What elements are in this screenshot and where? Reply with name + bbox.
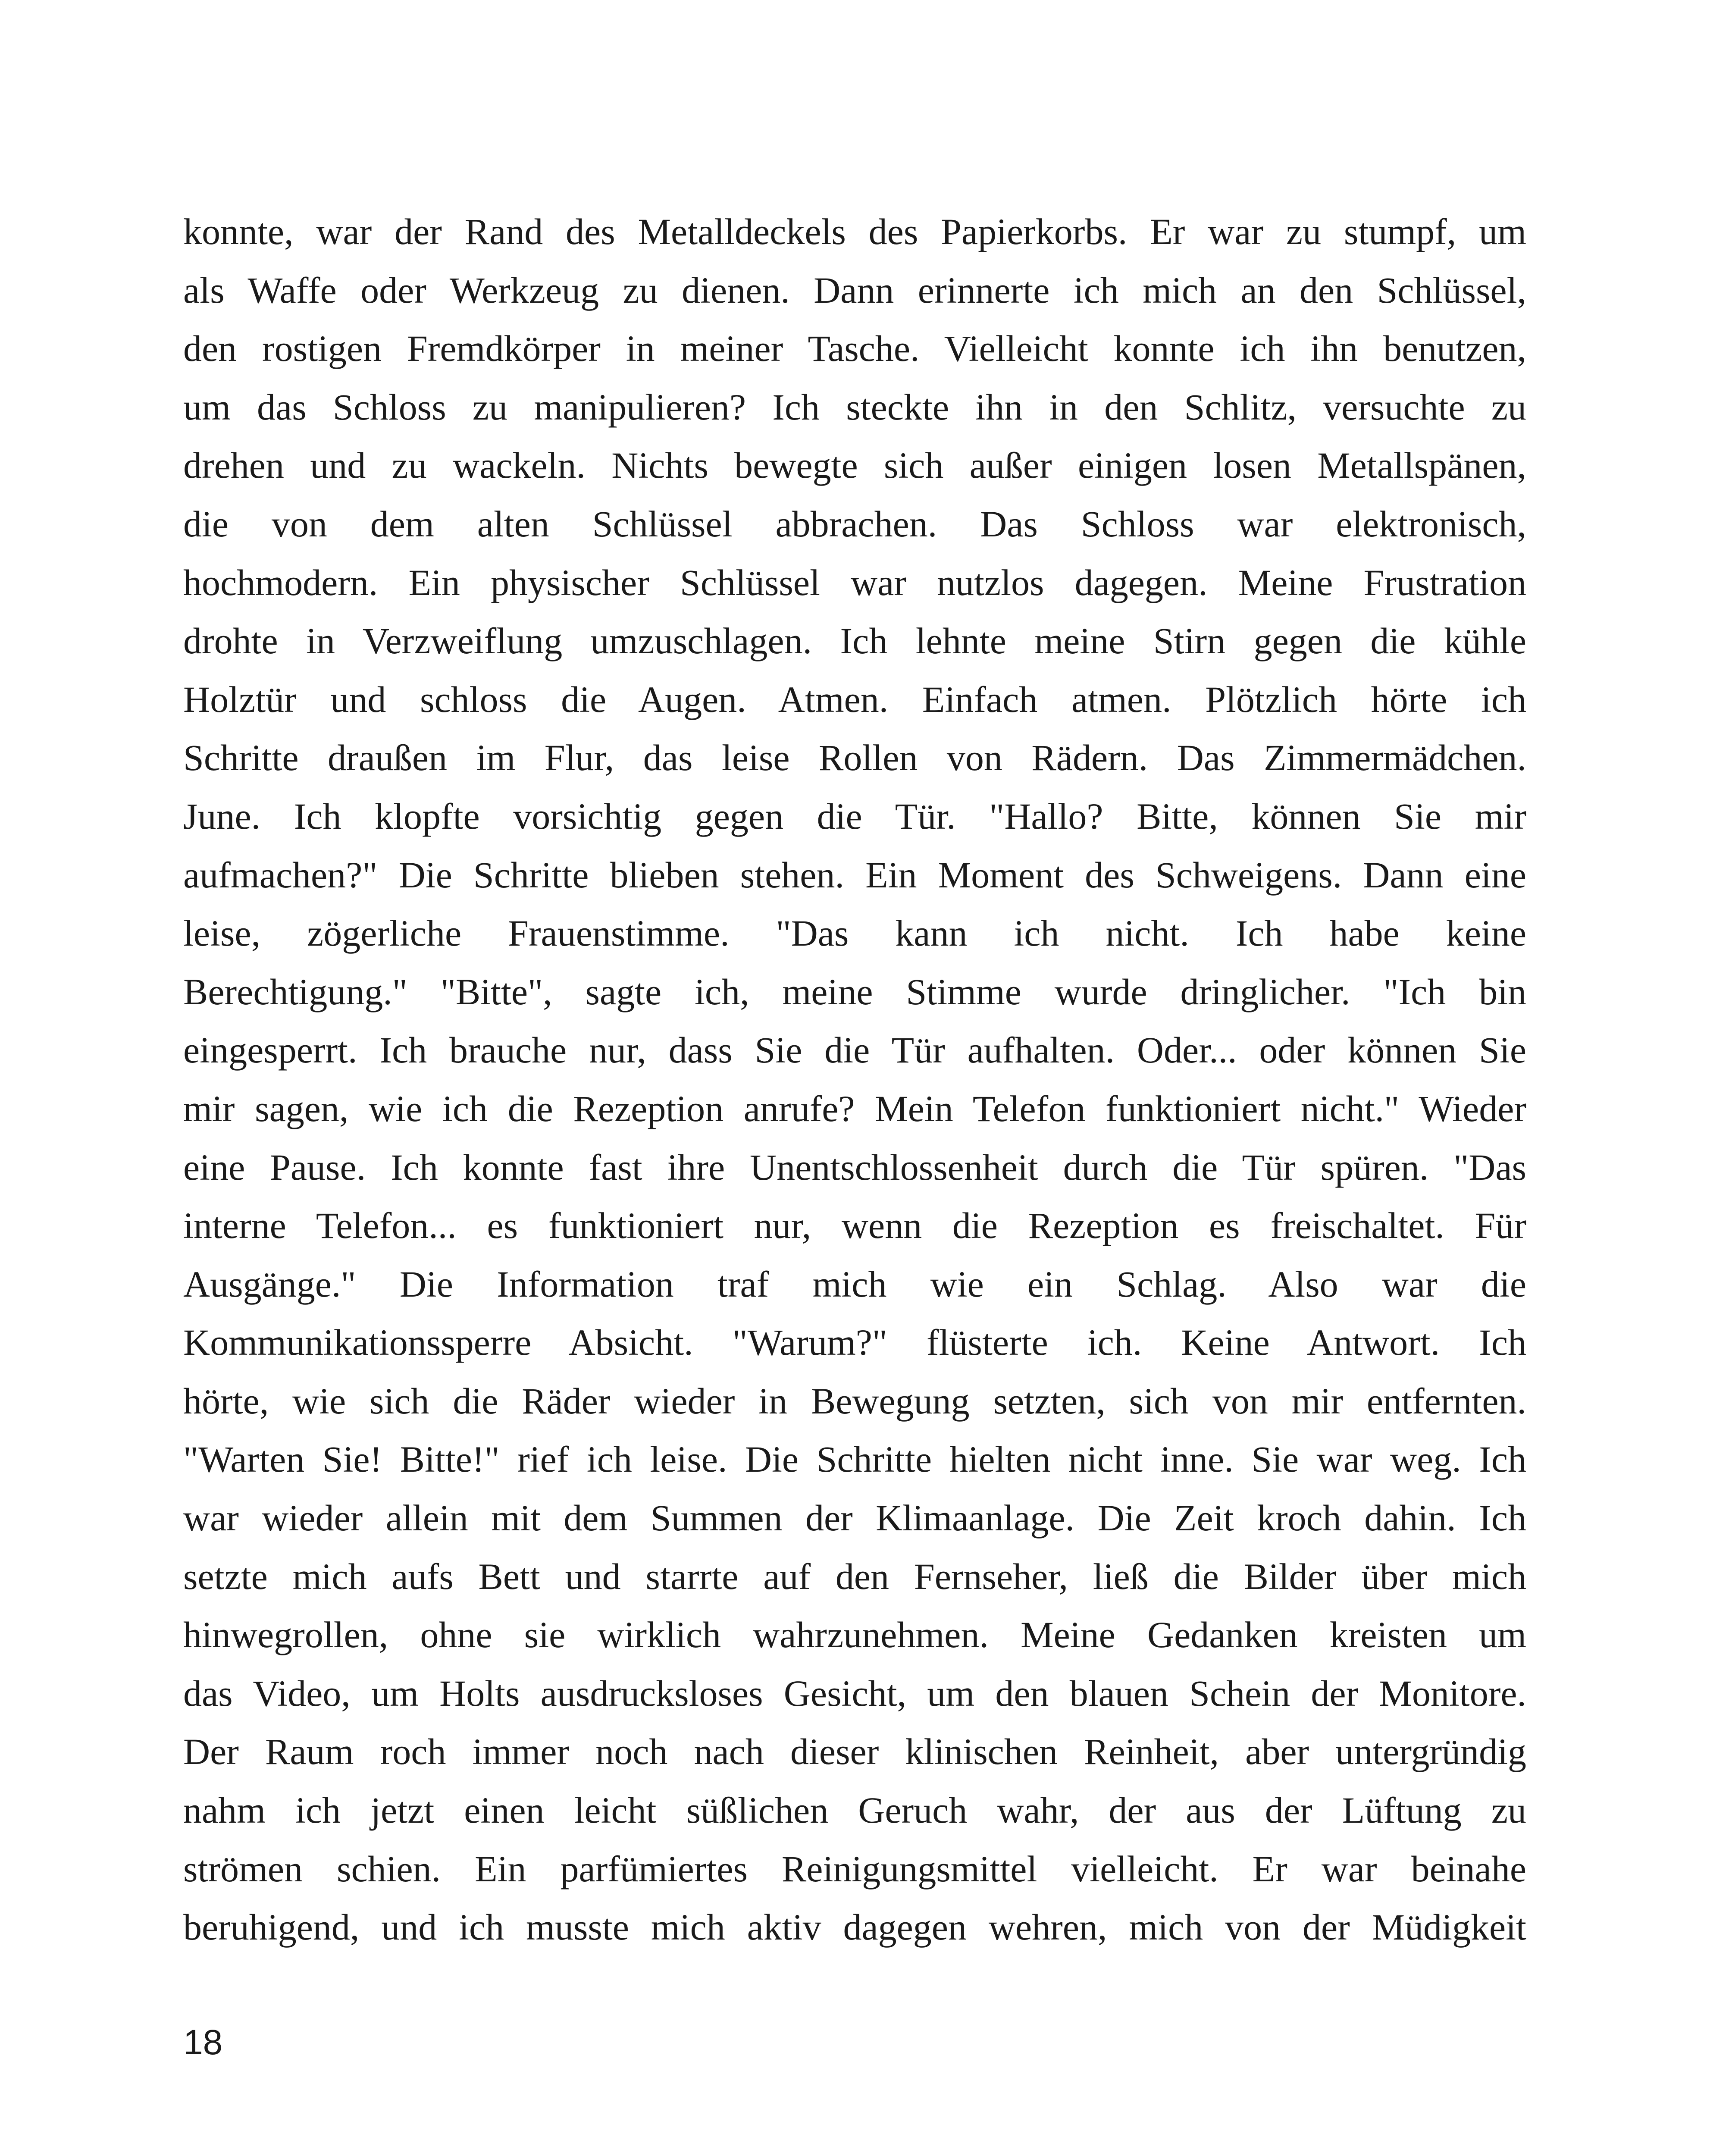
text-line: die von dem alten Schlüssel abbrachen. Das Schloss war elektronisch,	[183, 503, 1526, 545]
text-line: war wieder allein mit dem Summen der Klimaanlage. Die Zeit kroch dahin. Ich	[183, 1497, 1526, 1539]
text-line: strömen schien. Ein parfümiertes Reinigungsmittel vielleicht. Er war beinahe	[183, 1848, 1526, 1890]
text-line: Holztür und schloss die Augen. Atmen. Einfach atmen. Plötzlich hörte ich	[183, 678, 1526, 720]
text-line: als Waffe oder Werkzeug zu dienen. Dann erinnerte ich mich an den Schlüssel,	[183, 269, 1526, 311]
text-line: hinwegrollen, ohne sie wirklich wahrzunehmen. Meine Gedanken kreisten um	[183, 1614, 1526, 1656]
text-line: "Warten Sie! Bitte!" rief ich leise. Die Schritte hielten nicht inne. Sie war weg. Ich	[183, 1438, 1526, 1480]
text-line: setzte mich aufs Bett und starrte auf den Fernseher, ließ die Bilder über mich	[183, 1555, 1526, 1597]
text-line: June. Ich klopfte vorsichtig gegen die Tür. "Hallo? Bitte, können Sie mir	[183, 795, 1526, 837]
text-line: mir sagen, wie ich die Rezeption anrufe? Mein Telefon funktioniert nicht." Wieder	[183, 1087, 1526, 1129]
text-line: drehen und zu wackeln. Nichts bewegte sich außer einigen losen Metallspänen,	[183, 445, 1526, 486]
text-line: Berechtigung." "Bitte", sagte ich, meine Stimme wurde dringlicher. "Ich bin	[183, 971, 1526, 1012]
text-line: Ausgänge." Die Information traf mich wie ein Schlag. Also war die	[183, 1263, 1526, 1305]
text-line: hörte, wie sich die Räder wieder in Bewegung setzten, sich von mir entfernten.	[183, 1380, 1526, 1422]
text-line: eine Pause. Ich konnte fast ihre Unentschlossenheit durch die Tür spüren. "Das	[183, 1146, 1526, 1188]
text-line: konnte, war der Rand des Metalldeckels des Papierkorbs. Er war zu stumpf, um	[183, 211, 1526, 252]
text-line: interne Telefon... es funktioniert nur, wenn die Rezeption es freischaltet. Für	[183, 1205, 1526, 1247]
text-line: nahm ich jetzt einen leicht süßlichen Geruch wahr, der aus der Lüftung zu	[183, 1789, 1526, 1831]
text-line: Der Raum roch immer noch nach dieser klinischen Reinheit, aber untergründig	[183, 1731, 1526, 1773]
text-line: Schritte draußen im Flur, das leise Rollen von Rädern. Das Zimmermädchen.	[183, 737, 1526, 779]
text-line: leise, zögerliche Frauenstimme. "Das kann ich nicht. Ich habe keine	[183, 912, 1526, 954]
body-text	[183, 203, 1526, 1957]
text-line: beruhigend, und ich musste mich aktiv dagegen wehren, mich von der Müdigkeit	[183, 1906, 1526, 1948]
text-line: aufmachen?" Die Schritte blieben stehen. Ein Moment des Schweigens. Dann eine	[183, 854, 1526, 896]
text-line: das Video, um Holts ausdrucksloses Gesicht, um den blauen Schein der Monitore.	[183, 1672, 1526, 1714]
page-number: 18	[183, 2023, 223, 2062]
text-line: den rostigen Fremdkörper in meiner Tasche. Vielleicht konnte ich ihn benutzen,	[183, 328, 1526, 370]
text-line: eingesperrt. Ich brauche nur, dass Sie die Tür aufhalten. Oder... oder können Sie	[183, 1029, 1526, 1071]
text-line: Kommunikationssperre Absicht. "Warum?" flüsterte ich. Keine Antwort. Ich	[183, 1322, 1526, 1363]
text-line: hochmodern. Ein physischer Schlüssel war nutzlos dagegen. Meine Frustration	[183, 561, 1526, 603]
text-line: um das Schloss zu manipulieren? Ich steckte ihn in den Schlitz, versuchte zu	[183, 386, 1526, 428]
text-line: drohte in Verzweiflung umzuschlagen. Ich lehnte meine Stirn gegen die kühle	[183, 620, 1526, 662]
